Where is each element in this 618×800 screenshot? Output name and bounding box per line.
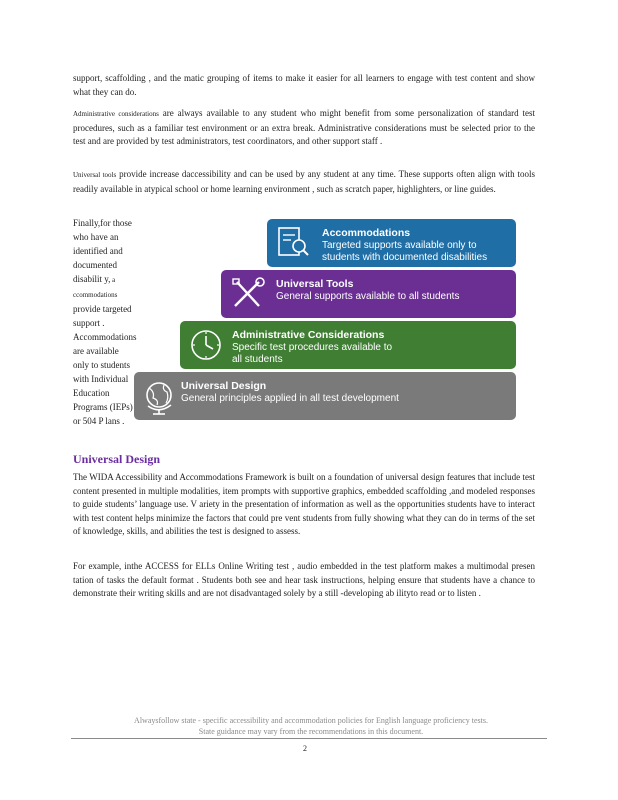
- step-title: Administrative Considerations: [232, 329, 385, 341]
- paragraph-intro-continued: support, scaffolding , and the matic grouping of items to make it easier for all learners to engage with test content and show what they can do.: [73, 73, 535, 97]
- footer-divider: [71, 738, 547, 739]
- document-magnifier-icon: [275, 225, 313, 261]
- paragraph-text: Finally,for those who have an identified and documented disabilit y,: [73, 218, 132, 284]
- step-description: [181, 393, 399, 405]
- step-description-line: all students: [232, 353, 283, 365]
- step-description: [322, 240, 487, 263]
- step-description-line: students with documented disabilities: [322, 251, 488, 263]
- clock-icon: [188, 327, 228, 363]
- globe-icon: [142, 378, 182, 418]
- footer-note: [73, 715, 549, 737]
- tools-icon: [229, 276, 269, 312]
- term-universal-tools: Universal tools: [73, 171, 117, 179]
- step-description: [232, 342, 392, 365]
- step-description-line: Targeted supports available only to: [322, 240, 477, 251]
- section-heading-universal-design: Universal Design: [73, 452, 160, 466]
- paragraph-text: provide targeted support . Accommodations are available only to students with Individual Education Programs (IEPs) or 504 P lans .: [73, 304, 137, 426]
- step-title: Universal Tools: [276, 278, 354, 290]
- step-description: [276, 291, 459, 303]
- paragraph-text: are always available to any student who might benefit from some personalization of standard test procedures, such as a familiar test environment or an extra break. Administrative considerations must be selected prior to the test and are provided by test administrators, test coordinators, and other support staff .: [73, 108, 535, 147]
- step-description-line: General supports available to all students: [276, 291, 460, 302]
- framework-step-universal-design: [134, 372, 516, 420]
- framework-step-accommodations: [267, 219, 516, 267]
- term-accommodations: a ccommodations: [73, 276, 118, 299]
- step-description-line: Specific test procedures available to: [232, 342, 393, 353]
- framework-step-administrative-considerations: [180, 321, 516, 369]
- term-administrative-considerations: Administrative considerations: [73, 110, 159, 118]
- paragraph-text: provide increase daccessibility and can be used by any student at any time. These supports often align with tools readily available in atypical school or home learning environment , such as scratch paper, highlighters, or line guides.: [73, 169, 536, 194]
- framework-step-universal-tools: [221, 270, 516, 318]
- paragraph-accommodations: [73, 216, 137, 428]
- paragraph-universal-design: The WIDA Accessibility and Accommodations Framework is built on a foundation of universal design features that include test content presented in multiple modalities, item prompts with supportive graphics, embedded scaffolding ,and modeled responses to guide students’ language use. V ariety in the presentation of information as well as the opportunities students have to interact with test content helps minimize the factors that could pre vent students from fully showing what they can do in terms of the set of knowledge, skills, and abilities the test is designed to assess.: [73, 472, 535, 537]
- step-title: Accommodations: [322, 227, 411, 239]
- paragraph-administrative-considerations: [73, 107, 535, 149]
- page-number: 2: [303, 744, 307, 753]
- footer-line: State guidance may vary from the recommendations in this document.: [198, 727, 424, 736]
- paragraph-example: For example, inthe ACCESS for ELLs Online Writing test , audio embedded in the test platform makes a multimodal presen tation of tasks the default format . Students both see and hear task instructions, helping ensure that students have a chance to demonstrate their writing skills and are not disadvantaged solely by a still -developing ab ilityto read or to listen .: [73, 561, 535, 599]
- paragraph-universal-tools: [73, 168, 535, 196]
- footer-line: Alwaysfollow state - specific accessibility and accommodation policies for English language proficiency tests.: [134, 716, 488, 725]
- step-description-line: General principles applied in all test development: [181, 393, 399, 404]
- step-title: Universal Design: [181, 380, 267, 392]
